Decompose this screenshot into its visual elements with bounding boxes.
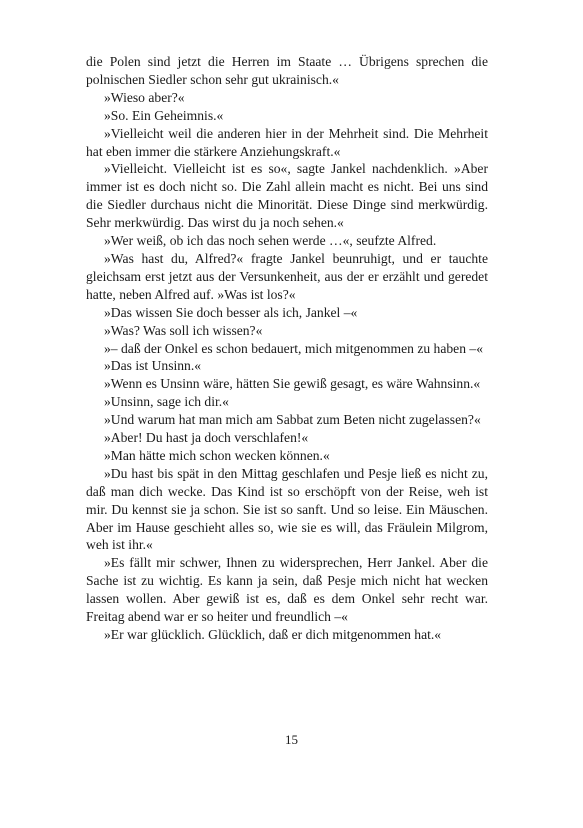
paragraph: »So. Ein Geheimnis.« <box>104 107 224 123</box>
paragraph: »Wer weiß, ob ich das noch sehen werde …«, seufzte Alfred. <box>104 233 437 249</box>
paragraph: die Polen sind jetzt die Herren im Staate … Übrigens sprechen die polnischen Siedler schon sehr gut ukrainisch.« <box>86 54 488 87</box>
paragraph: »Es fällt mir schwer, Ihnen zu widersprechen, Herr Jankel. Aber die Sache ist zu wichtig. Es kann ja sein, daß Pesje mich nicht hat wecken lassen wollen. Aber gewiß ist es, daß es dem Onkel sehr recht war. Freitag abend war er so heiter und freundlich –« <box>86 555 488 625</box>
paragraph: »– daß der Onkel es schon bedauert, mich mitgenommen zu haben –« <box>104 340 484 356</box>
paragraph: »Er war glücklich. Glücklich, daß er dich mitgenommen hat.« <box>104 627 442 642</box>
paragraph: »Aber! Du hast ja doch verschlafen!« <box>104 430 309 446</box>
paragraph: »Vielleicht. Vielleicht ist es so«, sagte Jankel nachdenklich. »Aber immer ist es doch nicht so. Die Zahl allein macht es nicht. Bei uns sind die Siedler durchaus nicht die Minorität. Diese Dinge sind merkwürdig. Sehr merkwürdig. Das wirst du ja noch sehen.« <box>86 161 488 231</box>
paragraph: »Wieso aber?« <box>104 89 185 105</box>
paragraph: »Und warum hat man mich am Sabbat zum Beten nicht zugelassen?« <box>104 412 481 428</box>
paragraph: »Das wissen Sie doch besser als ich, Jankel –« <box>104 304 358 320</box>
page-number: 15 <box>285 732 298 747</box>
paragraph: »Das ist Unsinn.« <box>104 358 202 374</box>
paragraph: »Unsinn, sage ich dir.« <box>104 394 229 410</box>
paragraph: »Wenn es Unsinn wäre, hätten Sie gewiß gesagt, es wäre Wahnsinn.« <box>104 376 481 392</box>
paragraph: »Man hätte mich schon wecken können.« <box>104 447 330 463</box>
paragraph: »Vielleicht weil die anderen hier in der Mehrheit sind. Die Mehrheit hat eben immer die stärkere Anziehungskraft.« <box>86 125 488 159</box>
paragraph: »Was? Was soll ich wissen?« <box>104 322 263 338</box>
body-text <box>86 53 488 644</box>
paragraph: »Was hast du, Alfred?« fragte Jankel beunruhigt, und er tauchte gleichsam erst jetzt aus der Versunkenheit, aus der er erzählt und geredet hatte, neben Alfred auf. »Was ist los?« <box>86 250 488 302</box>
paragraph: »Du hast bis spät in den Mittag geschlafen und Pesje ließ es nicht zu, daß man dich wecke. Das Kind ist so erschöpft von der Reise, weh ist mir. Du kennst sie ja schon. Sie ist so sanft. Und so leise. Ein Mäuschen. Aber im Hause geschieht alles so, wie sie es will, das Fräulein Milgrom, weh ist ihr.« <box>86 465 488 553</box>
